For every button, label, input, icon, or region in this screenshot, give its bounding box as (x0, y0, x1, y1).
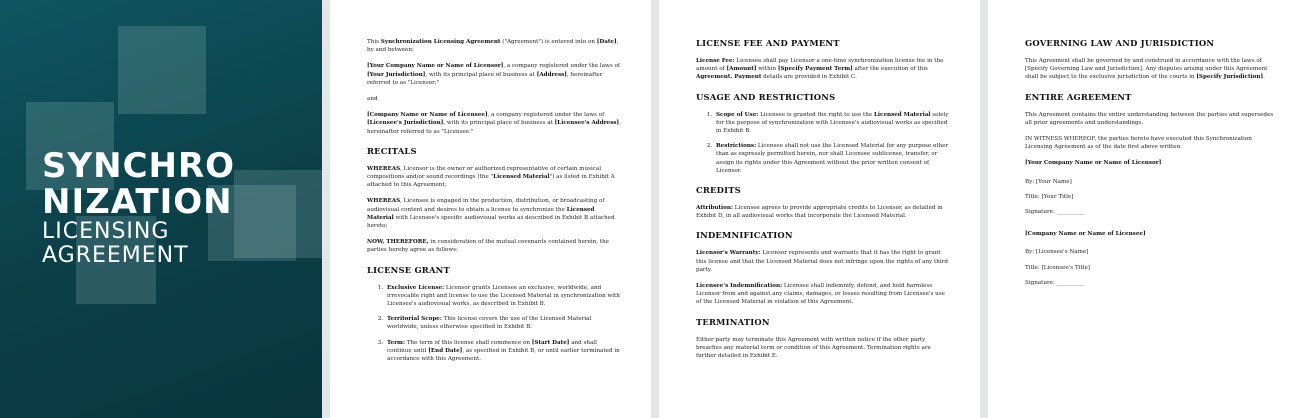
cover-title-line: SYNCHRO (42, 146, 236, 186)
recitals-heading: RECITALS (367, 145, 417, 156)
indemnification-heading: INDEMNIFICATION (696, 230, 793, 241)
governing-law-paragraph: This Agreement shall be governed by and construed in accordance with the laws of [Specify Governing Law and Jurisdiction]. Any disputes arising under this Agreement shall be subject to the exclusive jurisdiction of the courts in [Specify Jurisdiction]. (1025, 58, 1268, 81)
licensor-paragraph: [Your Company Name or Name of Licensor], a company registered under the laws of [Your Jurisdiction], with its principal place of business at [Address], hereinafter referred to as "Licensor;" (367, 63, 620, 86)
entire-agreement-heading: ENTIRE AGREEMENT (1025, 91, 1132, 102)
list-item: 2. Restrictions: Licensee shall not use the Licensed Material for any purpose other than as expressly permitted herein, nor shall Licensee sublicense, transfer, or assign its rights under this Agreement without the prior written consent of Licensor. (714, 142, 950, 175)
page-body (696, 38, 950, 368)
credits-heading: CREDITS (696, 185, 741, 196)
decorative-square (118, 26, 206, 114)
decorative-square (234, 170, 322, 258)
list-item: 3. Term: The term of this license shall commence on [Start Date] and shall continue until [End Date], as specified in Exhibit B, or until earlier terminated in accordance with this Agreement. (385, 339, 621, 364)
cover-page (0, 0, 322, 418)
witness-paragraph: IN WITNESS WHEREOF, the parties hereto have executed this Synchronization Licensing Agreement as of the date first above written. (1025, 136, 1252, 151)
license-fee-paragraph: License Fee: Licensee shall pay Licensor a one-time synchronization license fee in the amount of [Amount] within [Specify Payment Term] after the execution of this Agreement. Payment details are provided in Exhibit C. (696, 58, 944, 81)
warranty-paragraph: Licensor's Warranty: Licensor represents and warrants that it has the right to grant this license and that the Licensed Material does not infringe upon the rights of any third party. (696, 250, 948, 273)
page-body (367, 38, 621, 371)
whereas-paragraph: WHEREAS, Licensor is the owner or authorized representative of certain musical compositions and/or sound recordings (the "Licensed Material") as listed in Exhibit A attached to this Agreement; (367, 165, 615, 189)
document-page-3 (988, 0, 1310, 418)
list-item: 1. Exclusive License: Licensor grants Licensee an exclusive, worldwide, and irrevocable right and license to use the Licensed Material in synchronization with Licensee's audiovisual works, as described in Exhibit B. (385, 284, 621, 309)
indemnification-paragraph: Licensee's Indemnification: Licensee shall indemnify, defend, and hold harmless Licensor from and against any claims, damages, or losses resulting from Licensee's use of the Licensed Material in violation of this Agreement. (696, 283, 945, 306)
usage-heading: USAGE AND RESTRICTIONS (696, 91, 836, 102)
termination-paragraph: Either party may terminate this Agreement with written notice if the other party breaches any material term or condition of this Agreement. Termination rights are further detailed in Exhibit E. (696, 336, 931, 360)
signature-line: Signature: __________ (1025, 279, 1085, 286)
governing-law-heading: GOVERNING LAW AND JURISDICTION (1025, 38, 1215, 48)
signatory-company: [Your Company Name or Name of Licensor] (1025, 160, 1162, 167)
intro-paragraph: This Synchronization Licensing Agreement ("Agreement") is entered into on [Date], by and between: (367, 39, 619, 54)
cover-title (42, 148, 235, 268)
license-grant-heading: LICENSE GRANT (367, 264, 450, 275)
cover-subtitle-line: LICENSING (42, 219, 170, 244)
cover-subtitle-line: AGREEMENT (42, 243, 189, 268)
licensee-paragraph: [Company Name or Name of Licensee], a company registered under the laws of [Licensee's Jurisdiction], with its principal place of business at [Licensee's Address], hereinafter referred to as "Licensee." (367, 112, 621, 135)
license-grant-list (367, 284, 621, 364)
now-therefore-paragraph: NOW, THEREFORE, in consideration of the mutual covenants contained herein, the parties hereby agree as follows: (367, 239, 609, 254)
and-paragraph: and (367, 96, 378, 103)
page-body (1025, 38, 1280, 294)
attribution-paragraph: Attribution: Licensee agrees to provide appropriate credits to Licensor, as detailed in Exhibit D, in all audiovisual works that incorporate the Licensed Material. (696, 205, 943, 220)
usage-list (696, 111, 950, 175)
entire-agreement-paragraph: This Agreement contains the entire understanding between the parties and supersedes all prior agreements and understandings. (1025, 111, 1274, 126)
signatory-title: Title: [Your Title] (1025, 193, 1074, 200)
signatory-name: By: [Licensee's Name] (1025, 249, 1089, 256)
cover-title-line: NIZATION (42, 182, 233, 222)
document-page-1 (330, 0, 651, 418)
document-page-2 (659, 0, 980, 418)
license-fee-heading: LICENSE FEE AND PAYMENT (696, 38, 840, 48)
whereas-paragraph: WHEREAS, Licensee is engaged in the production, distribution, or broadcasting of audiovisual content and desires to obtain a license to synchronize the Licensed Material with Licensee's specific audiovisual works as described in Exhibit B attached hereto; (367, 198, 615, 230)
signatory-name: By: [Your Name] (1025, 178, 1072, 185)
termination-heading: TERMINATION (696, 316, 770, 327)
signatory-title: Title: [Licensee's Title] (1025, 264, 1090, 271)
signature-line: Signature: __________ (1025, 209, 1085, 216)
signatory-company: [Company Name or Name of Licensee] (1025, 231, 1146, 238)
list-item: 1. Scope of Use: Licensee is granted the right to use the Licensed Material solely for the purpose of synchronization with Licensee's audiovisual works as specified in Exhibit B. (714, 111, 950, 136)
list-item: 2. Territorial Scope: This license covers the use of the Licensed Material worldwide, unless otherwise specified in Exhibit B. (385, 315, 621, 331)
